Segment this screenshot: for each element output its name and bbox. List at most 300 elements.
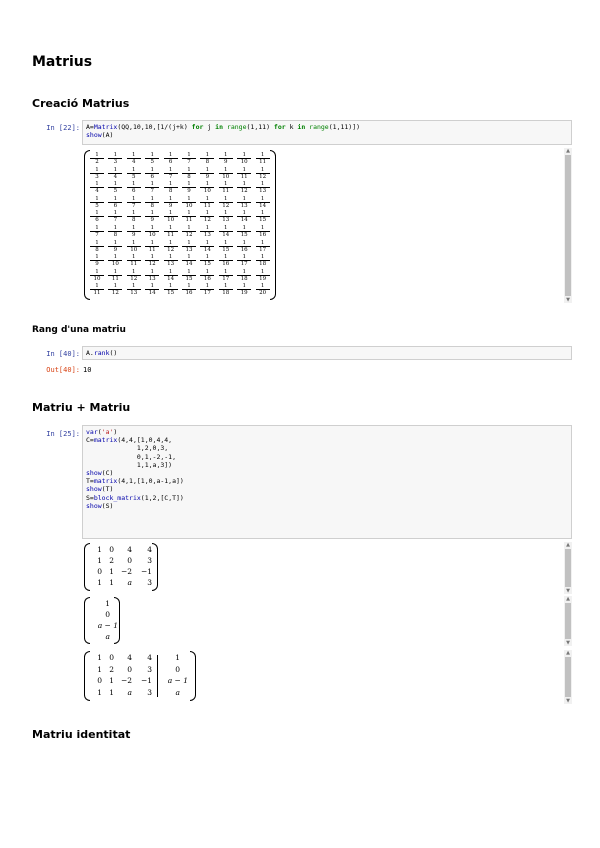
matrix-a-entry: [219, 210, 233, 223]
fraction-numerator: 1: [90, 254, 104, 261]
matC-entry: −1: [140, 567, 152, 576]
fraction-denominator: 9: [113, 246, 118, 253]
fraction-denominator: 4: [113, 173, 118, 180]
matrix-a-entry: [219, 225, 233, 238]
matrix-a-entry: [256, 210, 270, 223]
fraction-denominator: 16: [185, 290, 193, 297]
fraction-denominator: 15: [240, 232, 248, 238]
fraction-numerator: 1: [90, 283, 104, 290]
matrix-a-entry: [108, 152, 122, 165]
matC-entry: 1: [97, 556, 102, 565]
fraction-numerator: 1: [145, 254, 159, 261]
fraction-denominator: 11: [185, 217, 193, 224]
output-scrollbar[interactable]: [564, 542, 572, 594]
fraction-denominator: 18: [222, 290, 230, 297]
fraction-denominator: 12: [222, 202, 230, 209]
fraction-denominator: 11: [130, 261, 138, 268]
scroll-thumb[interactable]: [565, 549, 571, 587]
matrix-a-entry: [219, 269, 233, 282]
fraction-denominator: 13: [185, 246, 193, 253]
page-title: Matrius: [32, 54, 93, 70]
matrix-a-entry: [108, 269, 122, 282]
matC-entry: 1: [97, 545, 102, 554]
fraction-denominator: 8: [150, 202, 154, 209]
scroll-down-icon[interactable]: ▼: [566, 297, 570, 303]
fraction-denominator: 10: [148, 232, 156, 238]
matrix-a-entry: [127, 152, 141, 165]
matrix-a-entry: [256, 152, 270, 165]
fraction-numerator: 1: [90, 196, 104, 203]
fraction-numerator: 1: [127, 254, 141, 261]
fraction-denominator: 14: [240, 217, 248, 224]
output-matrix-t: [82, 596, 572, 646]
fraction-denominator: 13: [240, 202, 248, 209]
fraction-denominator: 11: [222, 188, 230, 195]
fraction-numerator: 1: [127, 210, 141, 217]
matC-entry: −2: [120, 567, 132, 576]
matrix-a-entry: [256, 167, 270, 180]
fraction-denominator: 10: [240, 159, 248, 165]
matrix-a-entry: [182, 283, 196, 296]
matT-entry: 0: [105, 610, 110, 619]
matrix-a-entry: [256, 225, 270, 238]
fraction-denominator: 9: [95, 261, 99, 268]
scroll-down-icon[interactable]: ▼: [566, 698, 570, 704]
fraction-numerator: 1: [145, 181, 159, 188]
matrix-s: [84, 651, 196, 701]
fraction-numerator: 1: [90, 167, 104, 174]
matrix-a-entry: [145, 210, 159, 223]
code-line: S=block_matrix(1,2,[C,T]): [86, 493, 184, 502]
matrix-a-entry: [200, 210, 214, 223]
matrix-a-entry: [145, 240, 159, 253]
right-paren: [152, 543, 158, 591]
fraction-numerator: 1: [127, 240, 141, 247]
fraction-denominator: 9: [187, 188, 191, 195]
fraction-denominator: 8: [205, 159, 210, 165]
matrix-a-entry: [127, 269, 141, 282]
fraction-denominator: 11: [203, 202, 211, 209]
fraction-numerator: 1: [108, 167, 122, 174]
matrix-a-entry: [182, 210, 196, 223]
fraction-numerator: 1: [182, 181, 196, 188]
fraction-denominator: 6: [95, 217, 99, 224]
matC-entry: 3: [147, 556, 152, 565]
code-line: show(A): [86, 131, 114, 140]
fraction-numerator: 1: [237, 240, 251, 247]
fraction-denominator: 14: [222, 232, 230, 238]
matrix-a-entry: [200, 269, 214, 282]
fraction-numerator: 1: [164, 167, 178, 174]
fraction-denominator: 9: [150, 217, 154, 224]
fraction-numerator: 1: [256, 210, 270, 217]
fraction-numerator: 1: [219, 240, 233, 247]
matrix-a-entry: [256, 283, 270, 296]
fraction-denominator: 3: [113, 159, 118, 165]
matrix-a-entry: [127, 225, 141, 238]
matrix-a-entry: [237, 167, 251, 180]
matS-entry: 1: [97, 664, 102, 674]
matT-entry: 1: [105, 599, 110, 608]
fraction-denominator: 7: [95, 232, 99, 238]
matrix-a-entry: [164, 152, 178, 165]
matrix-a-entry: [219, 167, 233, 180]
matS-entry: 1: [109, 676, 114, 685]
matC-entry: 0: [109, 545, 114, 554]
fraction-numerator: 1: [108, 225, 122, 232]
matrix-a-entry: [219, 240, 233, 253]
code-cell-22[interactable]: [82, 120, 572, 145]
fraction-numerator: 1: [164, 254, 178, 261]
fraction-numerator: 1: [127, 225, 141, 232]
matrix-a-entry: [108, 225, 122, 238]
fraction-numerator: 1: [164, 240, 178, 247]
matC-entry: a: [127, 578, 132, 587]
fraction-denominator: 11: [167, 232, 175, 238]
code-line: A=Matrix(QQ,10,10,[1/(j+k) for j in range(1,11) for k in range(1,11)]): [86, 123, 361, 131]
matrix-a-entry: [219, 152, 233, 165]
fraction-denominator: 11: [259, 159, 267, 165]
fraction-numerator: 1: [200, 269, 214, 276]
fraction-denominator: 12: [203, 217, 211, 224]
fraction-denominator: 19: [259, 275, 267, 282]
fraction-numerator: 1: [145, 283, 159, 290]
matrix-a-entry: [90, 283, 104, 296]
matrix-a-entry: [182, 152, 196, 165]
matrix-a-entry: [164, 240, 178, 253]
matrix-a-entry: [219, 283, 233, 296]
fraction-denominator: 4: [132, 159, 136, 165]
matC-entry: 1: [97, 578, 102, 587]
matC-entry: 2: [109, 556, 114, 565]
fraction-denominator: 19: [240, 290, 248, 297]
fraction-denominator: 17: [240, 261, 248, 268]
fraction-denominator: 10: [130, 246, 138, 253]
fraction-numerator: 1: [164, 210, 178, 217]
fraction-numerator: 1: [145, 196, 159, 203]
output-matrix-a: [82, 148, 572, 303]
fraction-denominator: 13: [148, 275, 156, 282]
matrix-a-entry: [90, 167, 104, 180]
matrix-a-entry: [182, 181, 196, 194]
matrix-a-entry: [200, 196, 214, 209]
fraction-denominator: 17: [203, 290, 211, 297]
fraction-denominator: 14: [259, 202, 267, 209]
fraction-denominator: 8: [168, 188, 173, 195]
fraction-denominator: 12: [148, 261, 156, 268]
fraction-numerator: 1: [108, 283, 122, 290]
right-paren: [190, 651, 196, 701]
fraction-numerator: 1: [164, 196, 178, 203]
fraction-denominator: 12: [167, 246, 175, 253]
fraction-denominator: 11: [240, 173, 248, 180]
matS-entry: 2: [109, 664, 114, 674]
fraction-numerator: 1: [145, 269, 159, 276]
matrix-a-entry: [200, 167, 214, 180]
fraction-denominator: 13: [203, 232, 211, 238]
matS-entry: 4: [147, 653, 152, 662]
fraction-numerator: 1: [200, 254, 214, 261]
fraction-denominator: 4: [95, 188, 99, 195]
fraction-numerator: 1: [256, 167, 270, 174]
scroll-up-icon[interactable]: ▲: [566, 596, 570, 602]
fraction-numerator: 1: [127, 181, 141, 188]
matS-entry: 3: [147, 687, 152, 697]
matrix-t: [84, 597, 120, 644]
block-separator: [157, 655, 158, 697]
fraction-denominator: 20: [259, 290, 267, 297]
code-cell-25[interactable]: [82, 425, 572, 539]
fraction-denominator: 6: [150, 173, 154, 180]
scroll-thumb[interactable]: [565, 657, 571, 697]
matC-entry: 4: [127, 545, 132, 554]
fraction-numerator: 1: [237, 167, 251, 174]
matrix-a-entry: [219, 181, 233, 194]
fraction-denominator: 17: [222, 275, 230, 282]
input-prompt-40: In [40]:: [46, 350, 80, 358]
matrix-a-entry: [237, 254, 251, 267]
fraction-numerator: 1: [182, 225, 196, 232]
fraction-denominator: 5: [113, 188, 118, 195]
matrix-a-entry: [182, 269, 196, 282]
matrix-a-entry: [182, 196, 196, 209]
fraction-denominator: 14: [167, 275, 175, 282]
fraction-denominator: 14: [148, 290, 156, 297]
matrix-a-entry: [182, 240, 196, 253]
fraction-numerator: 1: [108, 181, 122, 188]
output-scrollbar[interactable]: [564, 596, 572, 646]
fraction-denominator: 12: [240, 188, 248, 195]
fraction-numerator: 1: [219, 225, 233, 232]
fraction-numerator: 1: [90, 152, 104, 159]
scroll-up-icon[interactable]: ▲: [566, 542, 570, 548]
code-cell-40[interactable]: [82, 346, 572, 360]
fraction-denominator: 14: [203, 246, 211, 253]
output-value-40: 10: [83, 366, 92, 374]
matS-entry: 1: [109, 687, 114, 697]
code-line: show(S): [86, 501, 114, 510]
scroll-up-icon[interactable]: ▲: [566, 650, 570, 656]
fraction-denominator: 10: [185, 202, 193, 209]
fraction-numerator: 1: [219, 269, 233, 276]
section-heading-suma: Matriu + Matriu: [32, 401, 131, 414]
fraction-denominator: 12: [185, 232, 193, 238]
matrix-a-entry: [90, 152, 104, 165]
matrix-a-entry: [200, 152, 214, 165]
matrix-a-entry: [108, 254, 122, 267]
fraction-denominator: 13: [167, 261, 175, 268]
matrix-a-entry: [237, 152, 251, 165]
fraction-numerator: 1: [237, 181, 251, 188]
matrix-a-entry: [256, 240, 270, 253]
scroll-thumb[interactable]: [565, 603, 571, 639]
fraction-numerator: 1: [256, 269, 270, 276]
fraction-numerator: 1: [200, 152, 214, 159]
fraction-denominator: 16: [222, 261, 230, 268]
fraction-numerator: 1: [200, 181, 214, 188]
matrix-a-entry: [145, 283, 159, 296]
fraction-numerator: 1: [127, 283, 141, 290]
fraction-numerator: 1: [90, 240, 104, 247]
matrix-a-entry: [145, 196, 159, 209]
fraction-numerator: 1: [164, 225, 178, 232]
fraction-numerator: 1: [200, 225, 214, 232]
fraction-numerator: 1: [256, 225, 270, 232]
fraction-denominator: 10: [111, 261, 119, 268]
code-line: 1,1,a,3]): [86, 460, 173, 469]
matrix-a-entry: [127, 196, 141, 209]
fraction-numerator: 1: [237, 254, 251, 261]
matrix-a-entry: [164, 254, 178, 267]
matC-entry: 1: [109, 567, 114, 576]
matrix-a-entry: [182, 225, 196, 238]
fraction-numerator: 1: [182, 210, 196, 217]
matC-entry: 0: [97, 567, 102, 576]
fraction-denominator: 15: [167, 290, 175, 297]
fraction-numerator: 1: [164, 152, 178, 159]
matrix-a-entry: [108, 210, 122, 223]
matrix-a-entry: [90, 269, 104, 282]
section-heading-creacio: Creació Matrius: [32, 97, 130, 110]
fraction-denominator: 8: [95, 246, 99, 253]
fraction-numerator: 1: [256, 152, 270, 159]
fraction-numerator: 1: [145, 225, 159, 232]
matS-entry: 1: [97, 687, 102, 697]
matrix-a-entry: [200, 283, 214, 296]
fraction-denominator: 15: [185, 275, 193, 282]
fraction-numerator: 1: [108, 210, 122, 217]
matrix-a-entry: [127, 254, 141, 267]
fraction-numerator: 1: [200, 210, 214, 217]
matrix-a-entry: [182, 254, 196, 267]
scroll-down-icon[interactable]: ▼: [566, 640, 570, 646]
matS-entry: a: [127, 687, 132, 697]
matrix-c: [84, 543, 158, 591]
fraction-numerator: 1: [182, 196, 196, 203]
matrix-a-entry: [164, 210, 178, 223]
matrix-a-entry: [145, 269, 159, 282]
fraction-denominator: 2: [95, 159, 99, 165]
matrix-a-entry: [164, 225, 178, 238]
fraction-numerator: 1: [219, 167, 233, 174]
fraction-numerator: 1: [145, 240, 159, 247]
fraction-numerator: 1: [219, 181, 233, 188]
fraction-numerator: 1: [256, 283, 270, 290]
scroll-up-icon[interactable]: ▲: [566, 148, 570, 154]
code-line: var('a'): [86, 428, 118, 436]
matC-entry: 0: [127, 556, 132, 565]
fraction-denominator: 8: [187, 173, 191, 180]
scroll-thumb[interactable]: [565, 155, 571, 296]
matrix-a-entry: [200, 254, 214, 267]
fraction-denominator: 9: [132, 232, 136, 238]
matrix-a-entry: [127, 167, 141, 180]
matrix-a-entry: [127, 240, 141, 253]
scroll-down-icon[interactable]: ▼: [566, 588, 570, 594]
fraction-denominator: 13: [259, 188, 267, 195]
matrix-a-entry: [164, 269, 178, 282]
fraction-numerator: 1: [108, 254, 122, 261]
matS-entry: −2: [120, 676, 132, 685]
matrix-a-entry: [90, 196, 104, 209]
fraction-numerator: 1: [200, 283, 214, 290]
matrix-a-entry: [219, 254, 233, 267]
matrix-a-entry: [164, 196, 178, 209]
matrix-a-entry: [127, 283, 141, 296]
fraction-numerator: 1: [256, 254, 270, 261]
matS-entry: a: [175, 687, 180, 697]
matrix-a-entry: [90, 240, 104, 253]
fraction-numerator: 1: [237, 269, 251, 276]
fraction-numerator: 1: [219, 196, 233, 203]
matrix-a-entry: [237, 269, 251, 282]
fraction-numerator: 1: [182, 167, 196, 174]
matrix-a-entry: [145, 152, 159, 165]
matrix-a-entry: [256, 254, 270, 267]
fraction-numerator: 1: [145, 152, 159, 159]
fraction-denominator: 13: [222, 217, 230, 224]
code-line: show(C): [86, 469, 114, 478]
fraction-numerator: 1: [108, 196, 122, 203]
fraction-numerator: 1: [237, 152, 251, 159]
fraction-numerator: 1: [164, 181, 178, 188]
fraction-numerator: 1: [145, 167, 159, 174]
matrix-a-entry: [90, 254, 104, 267]
matrix-a-entry: [256, 269, 270, 282]
matrix-a-entry: [108, 240, 122, 253]
output-scrollbar[interactable]: [564, 148, 572, 303]
output-scrollbar[interactable]: [564, 650, 572, 704]
matS-entry: 1: [175, 653, 180, 662]
fraction-denominator: 13: [130, 290, 138, 297]
fraction-numerator: 1: [256, 181, 270, 188]
matrix-a-entry: [237, 225, 251, 238]
fraction-denominator: 16: [240, 246, 248, 253]
fraction-numerator: 1: [127, 269, 141, 276]
fraction-numerator: 1: [237, 196, 251, 203]
matC-entry: 4: [147, 545, 152, 554]
fraction-numerator: 1: [164, 283, 178, 290]
fraction-numerator: 1: [182, 269, 196, 276]
matrix-a-entry: [145, 254, 159, 267]
fraction-denominator: 12: [130, 275, 138, 282]
fraction-denominator: 3: [95, 173, 99, 180]
matS-entry: a − 1: [167, 676, 188, 685]
matrix-a-entry: [127, 181, 141, 194]
matS-entry: −1: [140, 676, 152, 685]
fraction-denominator: 12: [259, 173, 267, 180]
matrix-a-entry: [90, 210, 104, 223]
output-matrix-c: [82, 542, 572, 594]
fraction-numerator: 1: [219, 210, 233, 217]
matrix-a-entry: [256, 181, 270, 194]
matrix-a-entry: [108, 196, 122, 209]
fraction-denominator: 11: [148, 246, 156, 253]
fraction-numerator: 1: [182, 254, 196, 261]
matS-entry: 0: [109, 653, 114, 662]
matrix-a-entry: [145, 225, 159, 238]
matS-entry: 0: [97, 676, 102, 685]
fraction-denominator: 5: [132, 173, 136, 180]
code-line: 1,2,0,3,: [86, 444, 169, 453]
fraction-denominator: 9: [168, 202, 173, 209]
matC-entry: 3: [147, 578, 152, 587]
fraction-denominator: 8: [132, 217, 136, 224]
matrix-a-entry: [108, 283, 122, 296]
fraction-numerator: 1: [237, 283, 251, 290]
fraction-denominator: 7: [168, 173, 173, 180]
matrix-a: [84, 150, 276, 300]
